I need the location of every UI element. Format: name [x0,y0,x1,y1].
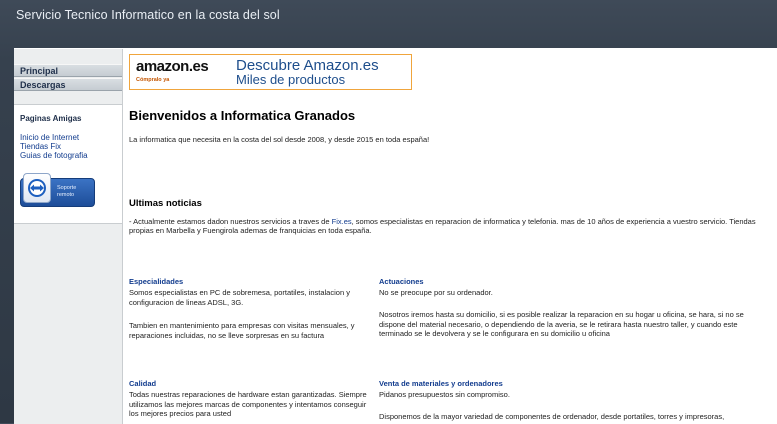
remote-support-label: Soporte remoto [57,185,77,198]
news-prefix: - Actualmente estamos dadon nuestros servicios a traves de [129,217,332,226]
ad-subline: Miles de productos [236,72,346,87]
nav-item-principal[interactable]: Principal [14,64,122,77]
especialidades-p2: Tambien en mantenimiento para empresas con visitas mensuales, y reparaciones incluidas, no se lleve sorpresas en su factura [129,321,355,340]
remote-support-button[interactable] [20,178,95,207]
site-title: Servicio Tecnico Informatico en la costa del sol [16,8,280,22]
amazon-tagline: Cómpralo ya [136,77,170,83]
friends-heading: Paginas Amigas [20,114,82,123]
actuaciones-p1: No se preocupe por su ordenador. [379,288,493,297]
friends-block [14,104,122,224]
site-header [0,0,777,48]
venta-p2: Disponemos de la mayor variedad de componentes de ordenador, desde portatiles, torres y impresoras, [379,412,725,421]
especialidades-heading: Especialidades [129,277,184,286]
amazon-ad-banner[interactable] [129,54,412,90]
nav-item-descargas[interactable]: Descargas [14,78,122,91]
especialidades-p1: Somos especialistas en PC de sobremesa, portatiles, instalacion y configuracion de lineas ADSL, 3G. [129,288,350,307]
page-container [14,48,777,424]
news-text [129,217,769,235]
teamviewer-icon [23,173,51,203]
news-heading: Ultimas noticias [129,198,202,209]
amazon-logo: amazon.es [136,58,209,75]
intro-text: La informatica que necesita en la costa del sol desde 2008, y desde 2015 en toda españa! [129,135,430,144]
actuaciones-heading: Actuaciones [379,277,424,286]
calidad-heading: Calidad [129,379,157,388]
link-guias-de-fotografia[interactable]: Guias de fotografia [20,151,88,160]
venta-heading: Venta de materiales y ordenadores [379,379,503,388]
fix-link[interactable]: Fix.es [331,217,352,226]
news-suffix: , somos especialistas en reparacion de informatica y telefonia. mas de 10 años de experiencia a vuestro servicio. Tiendas propias en Marbella y Fuengirola ademas de franquicias en toda españa. [129,217,756,235]
main-content [123,49,777,424]
actuaciones-p2: Nosotros iremos hasta su domicilio, si es posible realizar la reparacion en su hogar u oficina, se hara, si no se dispone del material necesario, o dependiendo de la averia, se le retirara hasta nuestro taller, y cuando este terminado se le devolvera y se le configurara en su domicilio u oficina [379,310,744,338]
link-inicio-de-internet[interactable]: Inicio de Internet [20,133,80,142]
sidebar [14,49,123,424]
venta-p1: Pidanos presupuestos sin compromiso. [379,390,510,399]
calidad-p1: Todas nuestras reparaciones de hardware estan garantizadas. Siempre utilizamos las mejores marcas de componentes y intentamos conseguir los mejores precios para usted [129,390,367,418]
ad-headline: Descubre Amazon.es [236,57,379,74]
link-tiendas-fix[interactable]: Tiendas Fix [20,142,62,151]
page-title: Bienvenidos a Informatica Granados [129,108,356,123]
